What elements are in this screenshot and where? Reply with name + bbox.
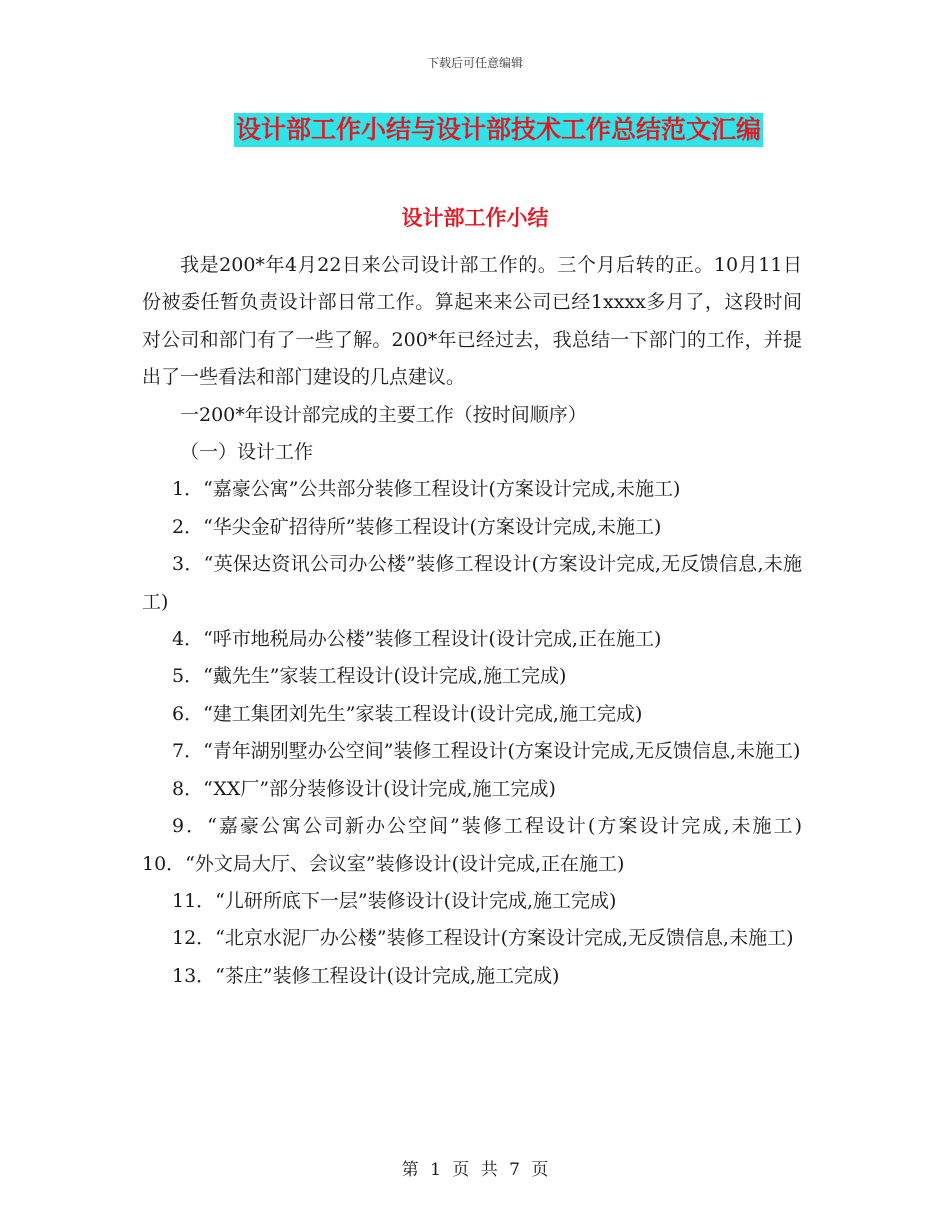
list-item: 7．“青年湖别墅办公空间”装修工程设计(方案设计完成,无反馈信息,未施工) — [172, 740, 801, 763]
list-item: 5．“戴先生”家装工程设计(设计完成,施工完成) — [172, 665, 567, 688]
section-heading: 一200*年设计部完成的主要工作（按时间顺序） — [180, 403, 587, 426]
main-title: 设计部工作小结与设计部技术工作总结范文汇编 — [234, 113, 763, 147]
list-item: 11．“儿研所底下一层”装修设计(设计完成,施工完成) — [172, 889, 617, 912]
header-note: 下载后可任意编辑 — [426, 56, 523, 70]
list-item: 12．“北京水泥厂办公楼”装修工程设计(方案设计完成,无反馈信息,未施工) — [172, 927, 794, 950]
list-item: 1．“嘉豪公寓”公共部分装修工程设计(方案设计完成,未施工) — [172, 478, 681, 501]
document-body — [142, 247, 841, 995]
list-item: 8．“XX厂”部分装修设计(设计完成,施工完成) — [172, 777, 556, 800]
subsection-heading: （一）设计工作 — [180, 441, 314, 464]
intro-paragraph: 我是200*年4月22日来公司设计部工作的。三个月后转的正。10月11日份被委任暂负责设计部日常工作。算起来来公司已经1xxxx多月了，这段时间对公司和部门有了一些了解。200*年已经过去，我总结一下部门的工作，并提出了一些看法和部门建设的几点建议。 — [142, 254, 802, 389]
list-item: 2．“华尖金矿招待所”装修工程设计(方案设计完成,未施工) — [172, 515, 662, 538]
list-item: 13．“茶庄”装修工程设计(设计完成,施工完成) — [172, 964, 560, 987]
page-footer: 第 1 页 共 7 页 — [401, 1160, 549, 1180]
list-item: 4．“呼市地税局办公楼”装修工程设计(设计完成,正在施工) — [172, 628, 662, 651]
section-title: 设计部工作小结 — [401, 206, 549, 230]
main-title-container — [0, 113, 950, 147]
list-item: 9．“嘉豪公寓公司新办公空间”装修工程设计(方案设计完成,未施工) 10．“外文局大厅、会议室”装修设计(设计完成,正在施工) — [142, 815, 841, 875]
list-item: 3．“英保达资讯公司办公楼”装修工程设计(方案设计完成,无反馈信息,未施工) — [142, 553, 802, 613]
list-item: 6．“建工集团刘先生”家装工程设计(设计完成,施工完成) — [172, 702, 643, 725]
